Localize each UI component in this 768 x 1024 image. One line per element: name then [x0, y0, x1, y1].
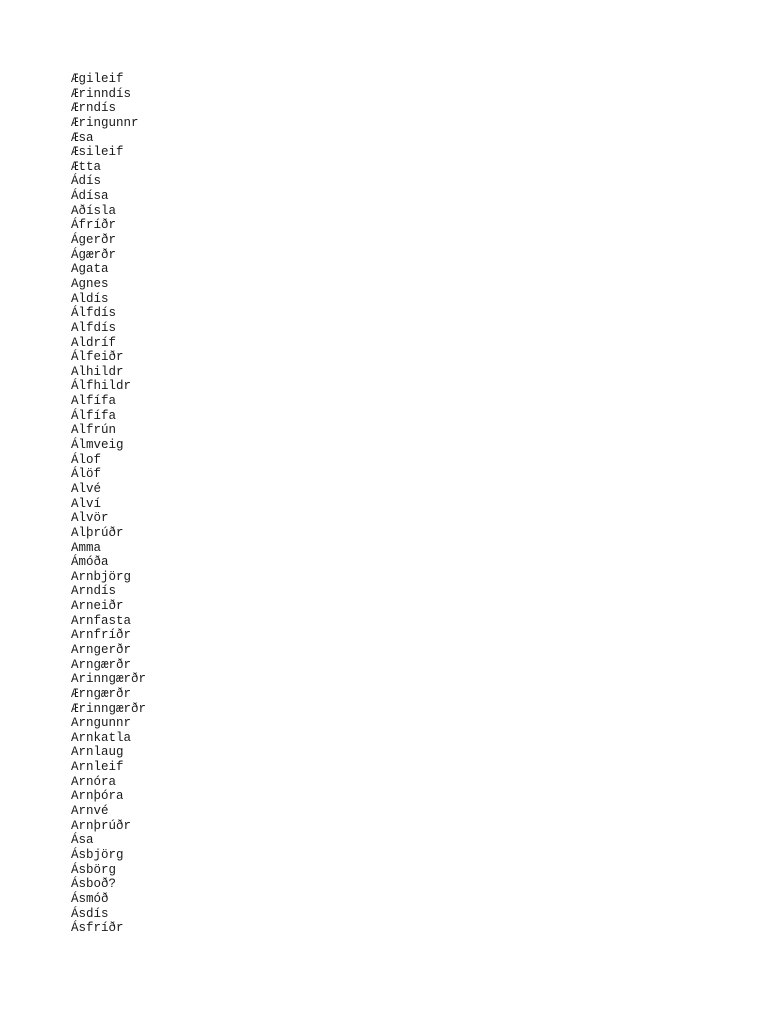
list-item: Áfríðr	[71, 218, 117, 233]
list-item: Álof	[71, 452, 102, 467]
list-item: Ætta	[71, 159, 102, 174]
list-item: Arinngærðr	[71, 672, 147, 687]
list-item: Arnþrúðr	[71, 818, 132, 833]
list-item: Arneiðr	[71, 599, 124, 614]
list-item: Ærinngærðr	[71, 701, 147, 716]
list-item: Alví	[71, 496, 102, 511]
list-item: Agata	[71, 262, 109, 277]
list-item: Arnfasta	[71, 613, 132, 628]
name-list	[71, 72, 146, 936]
list-item: Ádísa	[71, 189, 109, 204]
list-item: Álfdís	[71, 306, 117, 321]
list-item: Ásbörg	[71, 862, 117, 877]
list-item: Álmveig	[71, 438, 124, 453]
list-item: Alfdís	[71, 320, 117, 335]
list-item: Ágerðr	[71, 233, 117, 248]
list-item: Arnkatla	[71, 730, 132, 745]
list-item: Ásmóð	[71, 891, 109, 906]
list-item: Æringunnr	[71, 115, 139, 130]
list-item: Arnþóra	[71, 789, 124, 804]
list-item: Álfhildr	[71, 379, 132, 394]
list-item: Amma	[71, 540, 102, 555]
list-item: Ægileif	[71, 72, 124, 86]
list-item: Álfífa	[71, 408, 117, 423]
list-item: Agnes	[71, 276, 109, 291]
list-item: Alvör	[71, 511, 109, 526]
list-item: Arngerðr	[71, 642, 132, 657]
list-item: Álöf	[71, 467, 102, 482]
list-item: Arngærðr	[71, 657, 132, 672]
list-item: Arnvé	[71, 804, 109, 819]
list-item: Aldríf	[71, 335, 117, 350]
list-item: Arngunnr	[71, 716, 132, 731]
list-item: Alfrún	[71, 423, 117, 438]
list-item: Ásboð?	[71, 877, 117, 892]
list-item: Ása	[71, 833, 94, 848]
list-item: Arnóra	[71, 774, 117, 789]
list-item: Arnleif	[71, 760, 124, 775]
list-item: Alvé	[71, 481, 102, 496]
list-item: Arnlaug	[71, 745, 124, 760]
list-item: Aldís	[71, 291, 109, 306]
list-item: Ámóða	[71, 555, 109, 570]
list-item: Alþrúðr	[71, 525, 124, 540]
list-item: Æsa	[71, 130, 94, 145]
list-item: Ádís	[71, 174, 102, 189]
list-item: Álfeiðr	[71, 350, 124, 365]
list-item: Ærinndís	[71, 86, 132, 101]
list-item: Arnbjörg	[71, 569, 132, 584]
list-item: Æsileif	[71, 145, 124, 160]
list-item: Ágærðr	[71, 247, 117, 262]
list-item: Arnfríðr	[71, 628, 132, 643]
list-item: Aðísla	[71, 203, 117, 218]
list-item: Ásfríðr	[71, 921, 124, 936]
list-item: Ærngærðr	[71, 686, 132, 701]
list-item: Arndís	[71, 584, 117, 599]
list-item: Ásbjörg	[71, 847, 124, 862]
list-item: Alfífa	[71, 394, 117, 409]
list-item: Ærndís	[71, 101, 117, 116]
list-item: Ásdís	[71, 906, 109, 921]
list-item: Alhildr	[71, 364, 124, 379]
